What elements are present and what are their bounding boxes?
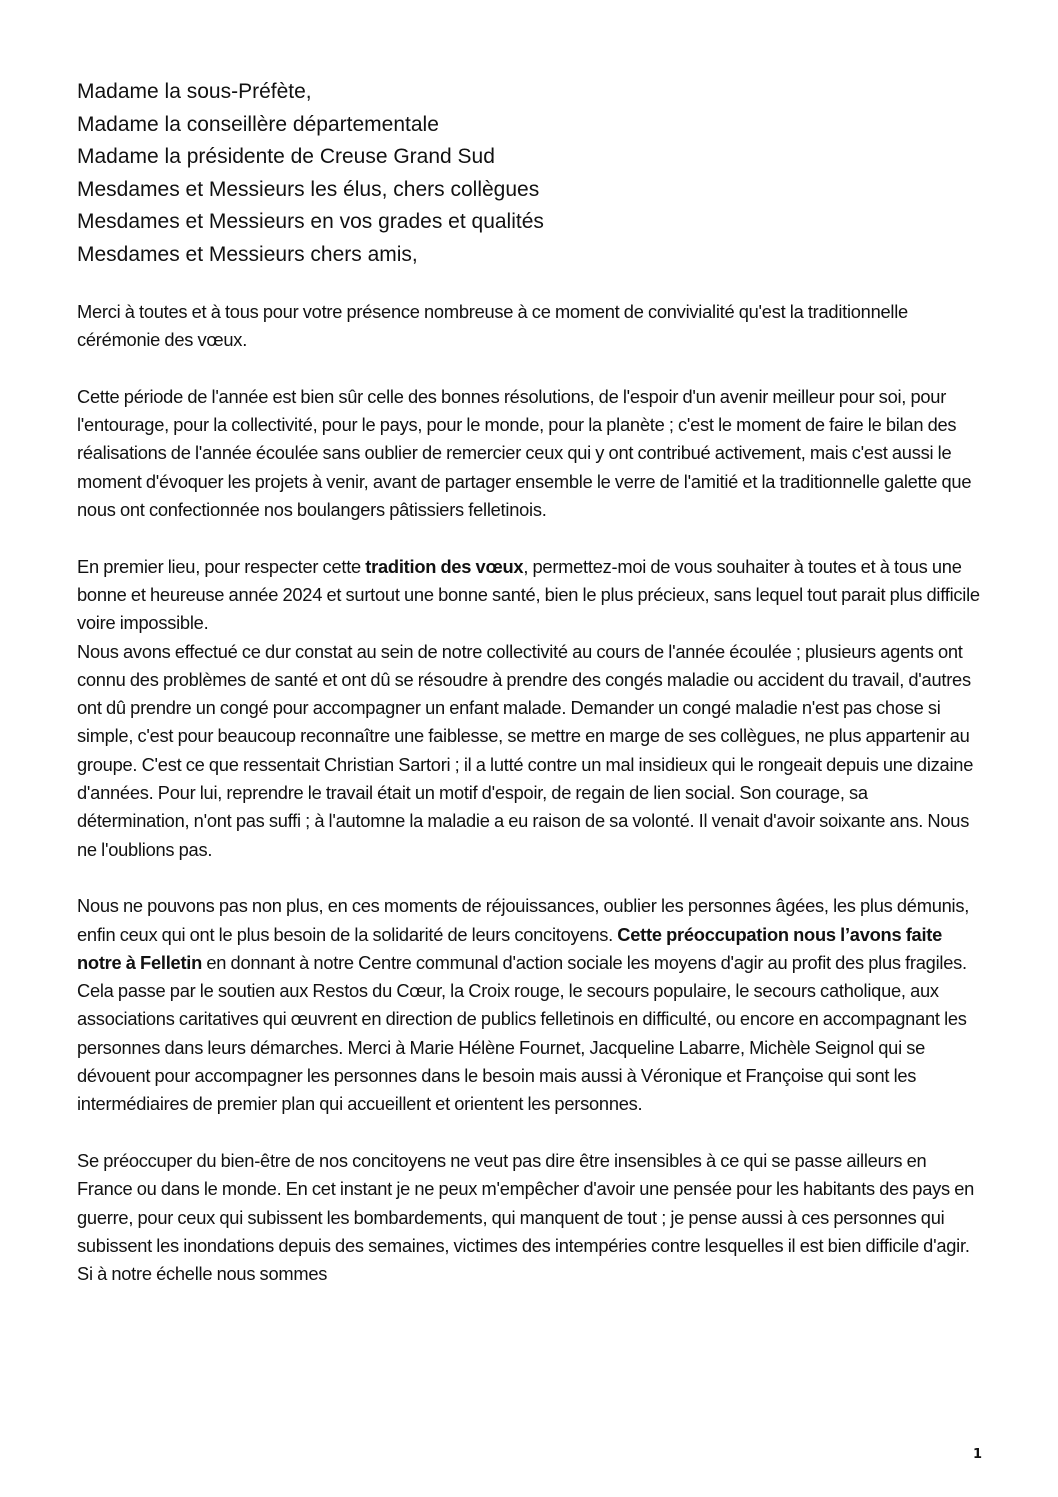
- paragraph-world: Se préoccuper du bien-être de nos concitoyens ne veut pas dire être insensibles à ce qui se passe ailleurs en France ou dans le monde. En cet instant je ne peux m'empêcher d'avoir une pensée pour les habitants des pays en guerre, pour ceux qui subissent les bombardements, qui manquent de tout ; je pense aussi à ces personnes qui subissent les inondations depuis des semaines, victimes des intempéries contre lesquelles il est bien difficile d'agir. Si à notre échelle nous sommes: [77, 1149, 975, 1285]
- salutation-conseillere: Madame la conseillère départementale: [77, 112, 439, 136]
- page-number: 1: [972, 1447, 982, 1462]
- paragraph-health: Nous avons effectué ce dur constat au sein de notre collectivité au cours de l'année écoulée ; plusieurs agents ont connu des problèmes de santé et ont dû se résoudre à prendre des congés maladie ou accident du travail, d'autres ont dû prendre un congé pour accompagner un enfant malade. Demander un congé maladie n'est pas chose si simple, c'est pour beaucoup reconnaître une faiblesse, se mettre en marge de ses collègues, ne plus appartenir au groupe. C'est ce que ressentait Christian Sartori ; il a lutté contre un mal insidieux qui le rongeait depuis une dizaine d'années. Pour lui, reprendre le travail était un motif d'espoir, de regain de lien social. Son courage, sa détermination, n'ont pas suffi ; à l'automne la maladie a eu raison de sa volonté. Il venait d'avoir soixante ans. Nous ne l'oublions pas.: [77, 640, 974, 860]
- paragraph-solidarity-end: en donnant à notre Centre communal d'action sociale les moyens d'agir au profit des plus fragiles. Cela passe par le soutien aux Restos du Cœur, la Croix rouge, le secours populaire, le secours catholique, aux associations caritatives qui œuvrent en direction de publics felletinois en difficulté, ou encore en accompagnant les personnes dans leurs démarches. Merci à Marie Hélène Fournet, Jacqueline Labarre, Michèle Seignol qui se dévouent pour accompagner les personnes dans le besoin mais aussi à Véronique et Françoise qui sont les intermédiaires de premier plan qui accueillent et orientent les personnes.: [77, 951, 967, 1115]
- speech-body: [77, 298, 982, 1288]
- salutation-amis: Mesdames et Messieurs chers amis,: [77, 242, 418, 266]
- paragraph-wishes: [77, 553, 982, 638]
- paragraph-solidarity-bold: Cette préoccupation nous l’avons faite notre à Felletin: [77, 923, 943, 973]
- salutation-elus: Mesdames et Messieurs les élus, chers collègues: [77, 177, 540, 201]
- paragraph-wishes-end: , permettez-moi de vous souhaiter à toutes et à tous une bonne et heureuse année 2024 et surtout une bonne santé, bien le plus précieux, sans lequel tout parait plus difficile voire impossible.: [77, 555, 980, 634]
- salutation-sous-prefete: Madame la sous-Préfète,: [77, 80, 312, 103]
- paragraph-wishes-bold: tradition des vœux: [365, 555, 524, 577]
- paragraph-solidarity-start: Nous ne pouvons pas non plus, en ces moments de réjouissances, oublier les personnes âgées, les plus démunis, enfin ceux qui ont le plus besoin de la solidarité de leurs concitoyens.: [77, 895, 970, 945]
- salutations-block: [77, 76, 977, 271]
- salutation-grades: Mesdames et Messieurs en vos grades et qualités: [77, 210, 544, 233]
- salutation-presidente: Madame la présidente de Creuse Grand Sud: [77, 145, 495, 168]
- paragraph-solidarity: [77, 892, 982, 1118]
- paragraph-resolutions: Cette période de l'année est bien sûr celle des bonnes résolutions, de l'espoir d'un avenir meilleur pour soi, pour l'entourage, pour la collectivité, pour le pays, pour le monde, pour la planète ; c'est le moment de faire le bilan des réalisations de l'année écoulée sans oublier de remercier ceux qui y ont contribué activement, mais c'est aussi le moment d'évoquer les projets à venir, avant de partager ensemble le verre de l'amitié et la traditionnelle galette que nous ont confectionnée nos boulangers pâtissiers felletinois.: [77, 385, 972, 521]
- paragraph-thanks: Merci à toutes et à tous pour votre présence nombreuse à ce moment de convivialité qu'est la traditionnelle cérémonie des vœux.: [77, 301, 908, 351]
- paragraph-wishes-start: En premier lieu, pour respecter cette: [77, 555, 366, 577]
